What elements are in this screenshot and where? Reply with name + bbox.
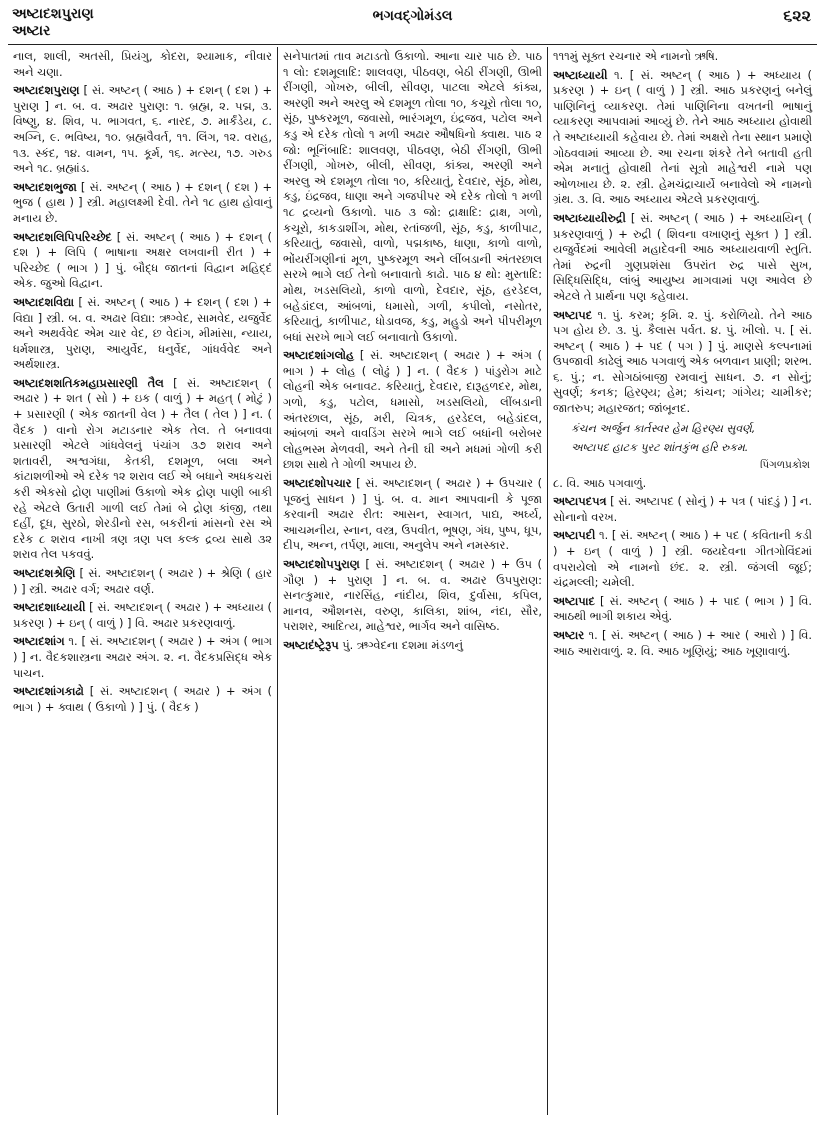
column-2 [278,47,548,1115]
entry-definition: [ સં. અષ્ટન્ ( આઠ ) + દશન્ ( દશ ) + પુરાણ ] ન. બ. વ. અઢાર પુરાણ: ૧. બ્રહ્મ, ૨. પદ્મ, ૩. વિષ્ણુ, ૪. શિવ, ૫. ભાગવત, ૬. નારદ, ૭. માર્કંડેય, ૮. અગ્નિ, ૯. ભવિષ્ય, ૧૦. બ્રહ્મવૈવર્ત, ૧૧. લિંગ, ૧૨. વરાહ, ૧૩. સ્કંદ, ૧૪. વામન, ૧૫. કૂર્મ, ૧૬. મત્સ્ય, ૧૭. ગરુડ અને ૧૮. બ્રહ્માંડ. [13,83,272,176]
entry-headword: અષ્ટાદશાંગકાઢો [13,684,84,699]
entry-definition: ૧. [ સં. અષ્ટન્ ( આઠ ) + અધ્યાય ( પ્રકરણ ) + ઇન્ ( વાળું ) ] સ્ત્રી. આઠ પ્રકરણનું બનેલું પાણિનિનું વ્યાકરણ. તેમાં પાણિનિના વખતની ભાષાનું વ્યાકરણ આપવામાં આવ્યું છે. તેને આઠ અધ્યાય હોવાથી તે અષ્ટાધ્યાયી કહેવાય છે. તેમાં અક્ષરો તેના સ્થાન પ્રમાણે ગોઠવવામાં આવ્યા છે. આ રચના શંકરે તેને બતાવી હતી એમ મનાતું હોવાથી તેનાં સૂત્રો માહેશ્વરી નામે પણ ઓળખાય છે. ૨. સ્ત્રી. હેમચંદ્રાચાર્યે બનાવેલો એ નામનો ગ્રંથ. ૩. વિ. આઠ અધ્યાય એટલે પ્રકરણવાળું. [553,67,812,207]
dictionary-entry [553,49,812,65]
entry-definition: ૮. વિ. આઠ પગવાળું. [553,475,647,490]
dictionary-entry [283,348,542,473]
dictionary-entry [553,476,812,492]
dictionary-entry [553,211,812,305]
entry-headword: અષ્ટાધ્યાયીરુદ્રી [553,210,626,225]
quotation-verse: કંચન અર્જુન કાર્તસ્વર હેમ હિરણ્ય સુવર્ણ, [571,421,756,435]
entry-definition: ૧. [ સં. અષ્ટન્ ( આઠ ) + પદ ( કવિતાની કડી ) + ઇન્ ( વાળું ) ] સ્ત્રી. જયદેવના ગીતગોવિંદમાં વપરાયેલો એ નામનો છંદ. ૨. સ્ત્રી. જંગલી જૂઈ; ચંદ્રમલ્લી; ચમેલી. [553,528,812,590]
entry-headword: અષ્ટાદશવિદ્યા [13,294,74,309]
entry-definition: [ સં. અષ્ટાદશન્ ( અઢાર ) + અધ્યાય ( પ્રકરણ ) + ઇન્ ( વાળું ) ] વિ. અઢાર પ્રકરણવાળું. [13,600,273,630]
quotation-source: પિંગળપ્રકોશ [760,458,810,471]
dictionary-entry [13,230,272,292]
entry-definition: ૧. [ સં. અષ્ટન્ ( આઠ ) + આર ( આરો ) ] વિ. આઠ આરાવાળું. ૨. વિ. આઠ ખૂણિયું; આઠ ખૂણાવાળું. [553,628,812,658]
entry-definition: સનેપાતમાં તાવ મટાડતો ઉકાળો. આના ચાર પાઠ છે. પાઠ ૧ લો: દશમૂલાદિ: શાલવણ, પીઠવણ, બેઠી રીંગણી, ઊભી રીંગણી, ગોખરુ, બીલી, સીવણ, પાટલા એટલે કાંક્ય, અરણી અને અરલુ એ દશમૂળ તોલા ૧૦, કચૂરો તોલા ૧૦, સૂંઠ, પુષ્કરમૂળ, જવાસો, ભારંગમૂળ, ઇંદ્રજવ, પટોલ અને કડુ એ દરેક તોલો ૧ મળી અઢાર ઔષધિનો ક્વાથ. પાઠ ૨ જો: ભૂનિંબાદિ: શાલવણ, પીઠવણ, બેઠી રીંગણી, ઊભી રીંગણી, ગોખરુ, બીલી, સીવણ, કાંક્ય, અરણી અને અરલુ એ દશમૂળ તોલા ૧૦, કરિયાતું, દેવદાર, સૂંઠ, મોથ, કડુ, ઇંદ્રજવ, ધાણા અને ગજપીપર એ દરેક તોલો ૧ મળી ૧૮ દ્રવ્યનો ઉકાળો. પાઠ ૩ જો: દ્રાક્ષાદિ: દ્રાક્ષ, ગળો, કચૂરો, કાકડાશીંગ, મોથ, રતાંજળી, સૂંઠ, કડુ, કાળીપાટ, કરિયાતું, જવાસો, વાળો, પદ્મકાષ્ઠ, ધાણા, કાળો વાળો, ભોંયરીંગણીનાં મૂળ, પુષ્કરમૂળ અને લીંબડાની અંતરછાલ સરખે ભાગે લઈ તેનો બનાવાતો કાઢો. પાઠ ૪ થો: મુસ્તાદિ: મોથ, ખડસલિયો, કાળો વાળો, દેવદાર, સૂંઠ, હરડેદલ, બહેડાંદલ, આંબળાં, ધમાસો, ગળી, કપીલો, નસોતર, કરિયાતું, કાળીપાટ, ધોડાવજ, કડુ, મહુડો અને પીપરીમૂળ બધાં સરખે ભાગે લઈ બનાવાતો ઉકાળો. [283,49,542,344]
dictionary-entry [553,594,812,625]
dictionary-entry [283,49,542,345]
entry-headword: અષ્ટાધ્યાયી [553,67,608,82]
dictionary-entry [553,494,812,525]
entry-definition: [ સં. અષ્ટાદશન્ ( અઢાર ) + શ્રેણિ ( હાર ) ] સ્ત્રી. અઢાર વર્ગ; અઢાર વર્ણ. [13,566,272,596]
entry-headword: અષ્ટાદશલિપિપરિચ્છેદ [13,229,112,244]
page-number: ૬૨૨ [783,6,811,25]
entry-definition: [ સં. અષ્ટન્ ( આઠ ) + પાદ ( ભાગ ) ] વિ. આઠથી ભાગી શકાય એવું. [553,593,812,624]
dictionary-entry [13,180,272,227]
entry-headword: અષ્ટાદશભુજા [13,179,77,194]
entry-headword: અષ્ટાદશાંગલોહ [283,348,355,363]
dictionary-entry [13,49,272,80]
entry-headword: અષ્ટાદશશ્રેણિ [13,566,76,580]
entry-definition: [ સં. અષ્ટન્ ( આઠ ) + દશન્ ( દશ ) + વિદ્યા ] સ્ત્રી. બ. વ. અઢાર વિદ્યા: ઋગ્વેદ, સામવેદ, યજુર્વેદ અને અથર્વવેદ એમ ચાર વેદ, છ વેદાંગ, મીમાંસા, ન્યાય, ધર્મશાસ્ત્ર, પુરાણ, આયુર્વેદ, ધનુર્વેદ, ગાંધર્વવેદ અને અર્થશાસ્ત્ર. [13,294,272,372]
dictionary-entry [283,476,542,554]
entry-definition: [ સં. અષ્ટન્ ( આઠ ) + અધ્યાયિન્ ( પ્રકરણવાળું ) + રુદ્રી ( શિવના વખાણનું સૂક્ત ) ] સ્ત્રી. યજુર્વેદમાં આવેલી મહાદેવની આઠ અધ્યાયવાળી સ્તુતિ. તેમાં રુદ્રની ગુણપ્રશંસા ઉપરાંત રુદ્ર પાસે સુખ, સિદ્ધિસિદ્ધિ, લાંબું આયુષ્ય માગવામાં પણ આવેલ છે એટલે તે પ્રાર્થના પણ કહેવાય. [553,210,813,303]
entry-headword: અષ્ટાપાદ [553,593,595,608]
entry-columns [8,47,817,1115]
entry-definition: [ સં. અષ્ટાદશન્ ( અઢાર ) + ઉપચાર ( પૂજનું સાધન ) ] પું. બ. વ. માન આપવાની કે પૂજા કરવાની અઢાર રીત: આસન, સ્વાગત, પાદ્ય, અર્ઘ્ય, આચમનીય, સ્નાન, વસ્ત્ર, ઉપવીત, ભૂષણ, ગંધ, પુષ્પ, ધૂપ, દીપ, અન્ન, તર્પણ, માલા, અનુલેપ અને નમસ્કાર. [283,476,543,553]
entry-headword: અષ્ટાદશોપચાર [283,476,352,491]
entry-definition: ૧. પું. કરમ; કૃમિ. ૨. પું. કરોળિયો. તેને આઠ પગ હોય છે. ૩. પું. કૈલાસ પર્વત. ૪. પું. ખીલો. ૫. [ સં. અષ્ટન્ ( આઠ ) + પદ ( પગ ) ] પું. માણસે કલ્પનામાં ઉપજાવી કાઢેલું આઠ પગવાળું એક બળવાન પ્રાણી; શરભ. ૬. પું.; ન. સોગઠાંબાજી રમવાનું સાધન. ૭. ન સોનું; સુવર્ણ; કનક; હિરણ્ય; હેમ; કાંચન; ગાંગેય; ચામીકર; જાતરુપ; મહારજત; જાંબૂનદ. [553,307,812,416]
entry-headword: અષ્ટાદશાંગ [13,634,65,649]
dictionary-entry [13,600,272,631]
entry-headword: અષ્ટાદશોપપુરાણ [283,557,360,571]
book-title: ભગવદ્ગોમંડલ [372,8,453,24]
dictionary-entry [553,528,812,590]
entry-headword: અષ્ટાદશશતિકમહાપ્રસારણી તૈલ [13,375,164,390]
dictionary-entry [13,295,272,373]
dictionary-entry [13,83,272,177]
entry-definition: [ સં. અષ્ટન્ ( આઠ ) + દશન્ ( દશ ) + ભુજ ( હાથ ) ] સ્ત્રી. મહાલક્ષ્મી દેવી. તેને ૧૮ હાથ હોવાનું મનાય છે. [13,179,272,225]
quotation-verse: અષ્ટાપદ હાટક પુરટ શાંતકુંભ હરિ રુકમ. [571,440,749,454]
entry-definition: પું. ઋગ્વેદના દશમા મંડળનું [342,637,464,652]
guide-word-last: અષ્ટાર [12,23,51,39]
column-1 [8,47,278,1115]
dictionary-entry [553,308,812,417]
guide-word-first: અષ્ટાદશપુરાણ [12,6,94,22]
dictionary-entry [283,557,542,635]
entry-headword: અષ્ટાદશાધ્યાયી [13,600,86,615]
entry-definition: [ સં. અષ્ટાપદ ( સોનું ) + પત્ર ( પાંદડું ) ] ન. સોનાનો વરખ. [553,494,812,524]
entry-definition: નાલ, શાલી, અતસી, પ્રિયંગુ, કોદરા, શ્યામાક, નીવાર અને ચણા. [13,49,272,79]
entry-headword: અષ્ટાર [553,628,585,642]
dictionary-entry [553,628,812,659]
page-header [8,4,817,45]
entry-definition: [ સં. અષ્ટન્ ( આઠ ) + દશન્ ( દશ ) + લિપિ ( ભાષાના અક્ષર લખવાની રીત ) + પરિચ્છેદ ( ભાગ ) ] પું. બૌદ્ધ જાતનાં વિદ્વાન મહિદ્દં એક. જુઓ વિદ્વાન. [13,229,272,291]
entry-definition: [ સં. અષ્ટાદશન્ ( અઢાર ) + અંગ ( ભાગ ) + લોહ ( લોઢું ) ] ન. ( વૈદક ) પાંડુરોગ માટે લોહની એક બનાવટ. કરિયાતું, દેવદાર, દારૂહળદર, મોથ, ગળો, કડુ, પટોલ, ધમાસો, ખડસલિયો, લીંબડાની અંતરછાલ, સૂંઠ, મરી, ચિત્રક, હરડેદલ, બહેડાંદલ, આંબળાં અને વાવડિંગ સરખે ભાગે લઈ બધાંની બરોબર લોહભસ્મ મેળવવી, અને તેની ઘી અને મધમાં ગોળી કરી છાશ સાથે તે ગોળી અપાય છે. [283,348,542,472]
dictionary-entry [13,376,272,563]
entry-definition: [ સં. અષ્ટાદશન્ ( અઢાર ) + શત ( સો ) + ઇક ( વાળું ) + મહત્ ( મોટું ) + પ્રસારણી ( એક જાતની વેલ ) + તૈલ ( તેલ ) ] ન. ( વૈદક ) વાનો રોગ મટાડનાર એક તેલ. તે બનાવવા પ્રસારણી એટલે ગાંધવેલનું પંચાંગ ૩૭ શરાવ અને શતાવરી, અશ્વગંધા, કેતકી, દશમૂળ, બલા અને કાંટાશળીઓ એ દરેક ૧૨ શરાવ લઈ એ બધાને અધકચરાં કરી એકસો દ્રોણ પાણીમાં ઉકાળો એક દ્રોણ પાણી બાકી રહે એટલે ઉતારી ગાળી લઈ તેમાં બે દ્રોણ કાંજી, તથા દહીં, દૂધ, સુરઠો, શેરડીનો રસ, બકરીનાં માંસનો રસ એ દરેક ૮ શરાવ નાખી ત્રણ ત્રણ પલ કલ્ક દ્રવ્ય સાથે ૩૨ શરાવ તેલ પકવવું. [13,375,272,562]
entry-definition: ૧૧૧મું સૂક્ત રચનાર એ નામનો ઋષિ. [553,49,719,63]
dictionary-entry [283,638,542,654]
dictionary-entry [13,634,272,681]
entry-headword: અષ્ટાદંષ્ટ્રેરૂપ [283,637,339,652]
entry-definition: ૧. [ સં. અષ્ટાદશન્ ( અઢાર ) + અંગ ( ભાગ ) ] ન. વૈદકશાસ્ત્રના અઢાર અંગ. ૨. ન. વૈદકપ્રસિદ્ધ એક પાચન. [13,634,272,680]
dictionary-entry [13,684,272,715]
entry-headword: અષ્ટાપદી [553,528,596,543]
entry-headword: અષ્ટાપદ [553,307,593,322]
entry-headword: અષ્ટાપદપત્ર [553,494,607,509]
entry-definition: [ સં. અષ્ટાદશન્ ( અઢાર ) + ઉપ ( ગૌણ ) + પુરાણ ] ન. બ. વ. અઢાર ઉપપુરાણ: સનત્કુમાર, નારસિંહ, નાંદીય, શિવ, દુર્વાસા, કપિલ, માનવ, ઔશનસ, વરુણ, કાલિકા, શાંબ, નંદા, સૌર, પરાશર, આદિત્ય, માહેશ્વર, ભાર્ગવ અને વાસિષ્ઠ. [283,557,542,634]
entry-definition: [ સં. અષ્ટાદશન્ ( અઢાર ) + અંગ ( ભાગ ) + ક્વાથ ( ઉકાળો ) ] પું. ( વૈદક ) [13,684,272,714]
dictionary-entry [553,68,812,208]
entry-headword: અષ્ટાદશપુરાણ [13,83,80,98]
dictionary-entry [13,566,272,597]
column-3 [548,47,817,1115]
